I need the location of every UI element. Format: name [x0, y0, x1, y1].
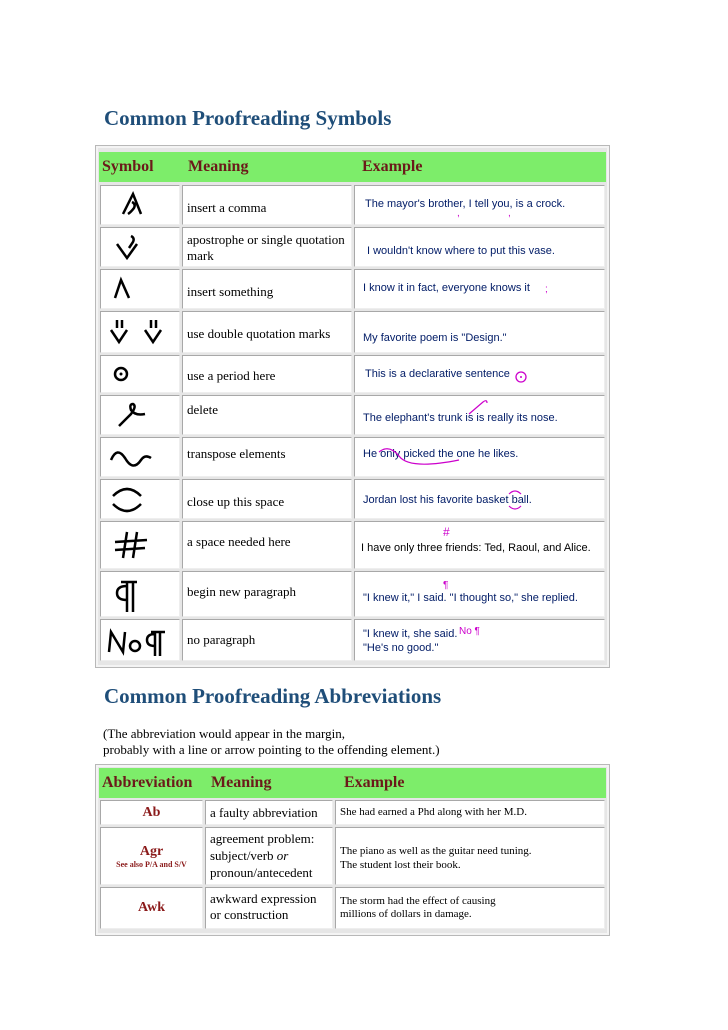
example-text: This is a declarative sentence — [365, 368, 510, 380]
example-text: I know it in fact, everyone knows it — [363, 282, 530, 294]
markup-comma-2: , — [508, 208, 511, 219]
apostrophe-caret-icon — [101, 228, 181, 268]
delete-loop-icon — [101, 396, 181, 436]
example-cell — [335, 887, 605, 929]
header-symbol: Symbol — [102, 158, 154, 175]
meaning-line: awkward expression — [210, 891, 317, 906]
space-hash-icon — [101, 522, 181, 570]
table-row-symbol — [100, 269, 180, 309]
example-line: The student lost their book. — [340, 859, 461, 871]
abbreviations-note — [103, 726, 440, 758]
example-text: I have only three friends: Ted, Raoul, and Alice. — [361, 542, 591, 554]
no-paragraph-icon — [101, 620, 181, 662]
example-line: The piano as well as the guitar need tuning. — [340, 845, 532, 857]
markup-hash: # — [443, 525, 450, 539]
abbreviation-cell: Awk — [100, 887, 203, 929]
symbols-table — [95, 145, 610, 668]
symbols-header-row — [99, 152, 606, 182]
meaning-line — [210, 847, 332, 864]
table-row-symbol — [100, 479, 180, 519]
example-text: "I knew it, she said. — [363, 628, 458, 640]
note-line-1: (The abbreviation would appear in the margin, — [103, 726, 345, 741]
table-row-symbol — [100, 619, 180, 661]
example-line: The storm had the effect of causing — [340, 895, 496, 907]
table-row-example — [354, 227, 605, 267]
transpose-mark-icon — [363, 442, 483, 472]
transpose-curve-icon — [101, 438, 181, 478]
caret-icon — [101, 270, 181, 310]
example-text: The elephant's trunk is is really its nose. — [363, 412, 558, 424]
note-line-2: probably with a line or arrow pointing to the offending element.) — [103, 742, 440, 757]
table-row-symbol — [100, 227, 180, 267]
table-row-meaning: a space needed here — [182, 521, 352, 569]
example-cell — [335, 827, 605, 885]
abbreviations-header-row — [99, 768, 606, 798]
table-row-symbol — [100, 437, 180, 477]
meaning-line: agreement problem: — [210, 831, 315, 846]
table-row-meaning: use double quotation marks — [182, 311, 352, 353]
abbreviations-table — [95, 764, 610, 936]
table-row-example — [354, 571, 605, 617]
table-row-symbol — [100, 395, 180, 435]
period-mark-icon — [513, 367, 533, 387]
meaning-or: or — [276, 848, 289, 863]
abbreviations-title: Common Proofreading Abbreviations — [104, 684, 442, 708]
example-line: millions of dollars in damage. — [340, 908, 472, 920]
example-text: "I knew it," I said. "I thought so," she replied. — [363, 592, 578, 604]
example-text: He only picked the one he likes. — [363, 448, 519, 460]
example-text: Jordan lost his favorite basket ball. — [363, 494, 532, 506]
markup-comma-1: , — [457, 208, 460, 219]
table-row-symbol — [100, 185, 180, 225]
header-example: Example — [344, 774, 405, 791]
header-meaning: Meaning — [211, 774, 272, 791]
period-circle-icon — [101, 356, 181, 394]
markup-semicolon: ; — [545, 284, 548, 295]
meaning-part: subject/verb — [210, 848, 277, 863]
abbreviation-cell: Ab — [100, 800, 203, 825]
table-row-meaning: transpose elements — [182, 437, 352, 477]
abbr-agr: Agr — [139, 844, 164, 859]
table-row-example — [354, 355, 605, 393]
meaning-cell — [205, 887, 333, 929]
delete-mark-icon — [467, 398, 507, 418]
close-up-icon — [101, 480, 181, 520]
table-row-example — [354, 619, 605, 661]
table-row-example — [354, 479, 605, 519]
table-row-symbol — [100, 355, 180, 393]
table-row-example — [354, 311, 605, 353]
table-row-example — [354, 185, 605, 225]
table-row-example — [354, 269, 605, 309]
symbols-title: Common Proofreading Symbols — [104, 106, 392, 130]
table-row-example — [354, 437, 605, 477]
example-text: My favorite poem is "Design." — [363, 332, 507, 344]
meaning-cell — [205, 827, 333, 885]
close-up-mark-icon — [507, 486, 527, 516]
table-row-meaning: begin new paragraph — [182, 571, 352, 617]
table-row-meaning: insert something — [182, 269, 352, 309]
example-cell: She had earned a Phd along with her M.D. — [335, 800, 605, 825]
table-row-symbol — [100, 571, 180, 617]
table-row-symbol — [100, 521, 180, 569]
see-also-note: See also P/A and S/V — [116, 860, 187, 869]
meaning-line: pronoun/antecedent — [210, 865, 313, 880]
meaning-line: or construction — [210, 907, 289, 922]
double-quote-carets-icon — [101, 312, 181, 354]
table-row-example — [354, 395, 605, 435]
paragraph-icon — [101, 572, 181, 618]
table-row-meaning: no paragraph — [182, 619, 352, 661]
table-row-meaning: delete — [182, 395, 352, 435]
header-example: Example — [362, 158, 423, 175]
table-row-example — [354, 521, 605, 569]
table-row-symbol — [100, 311, 180, 353]
abbreviation-cell — [100, 827, 203, 885]
example-text-line2: "He's no good." — [363, 642, 439, 654]
table-row-meaning: insert a comma — [182, 185, 352, 225]
markup-paragraph: ¶ — [443, 580, 449, 591]
example-text: The mayor's brother, I tell you, is a crock. — [365, 198, 566, 210]
table-row-meaning: close up this space — [182, 479, 352, 519]
comma-caret-icon — [101, 186, 181, 226]
markup-no-paragraph: No ¶ — [459, 626, 480, 637]
table-row-meaning: use a period here — [182, 355, 352, 393]
table-row-meaning: apostrophe or single quotation mark — [182, 227, 352, 267]
header-meaning: Meaning — [188, 158, 249, 175]
meaning-cell: a faulty abbreviation — [205, 800, 333, 825]
example-text: I wouldn't know where to put this vase. — [367, 245, 555, 257]
header-abbreviation: Abbreviation — [102, 774, 193, 791]
